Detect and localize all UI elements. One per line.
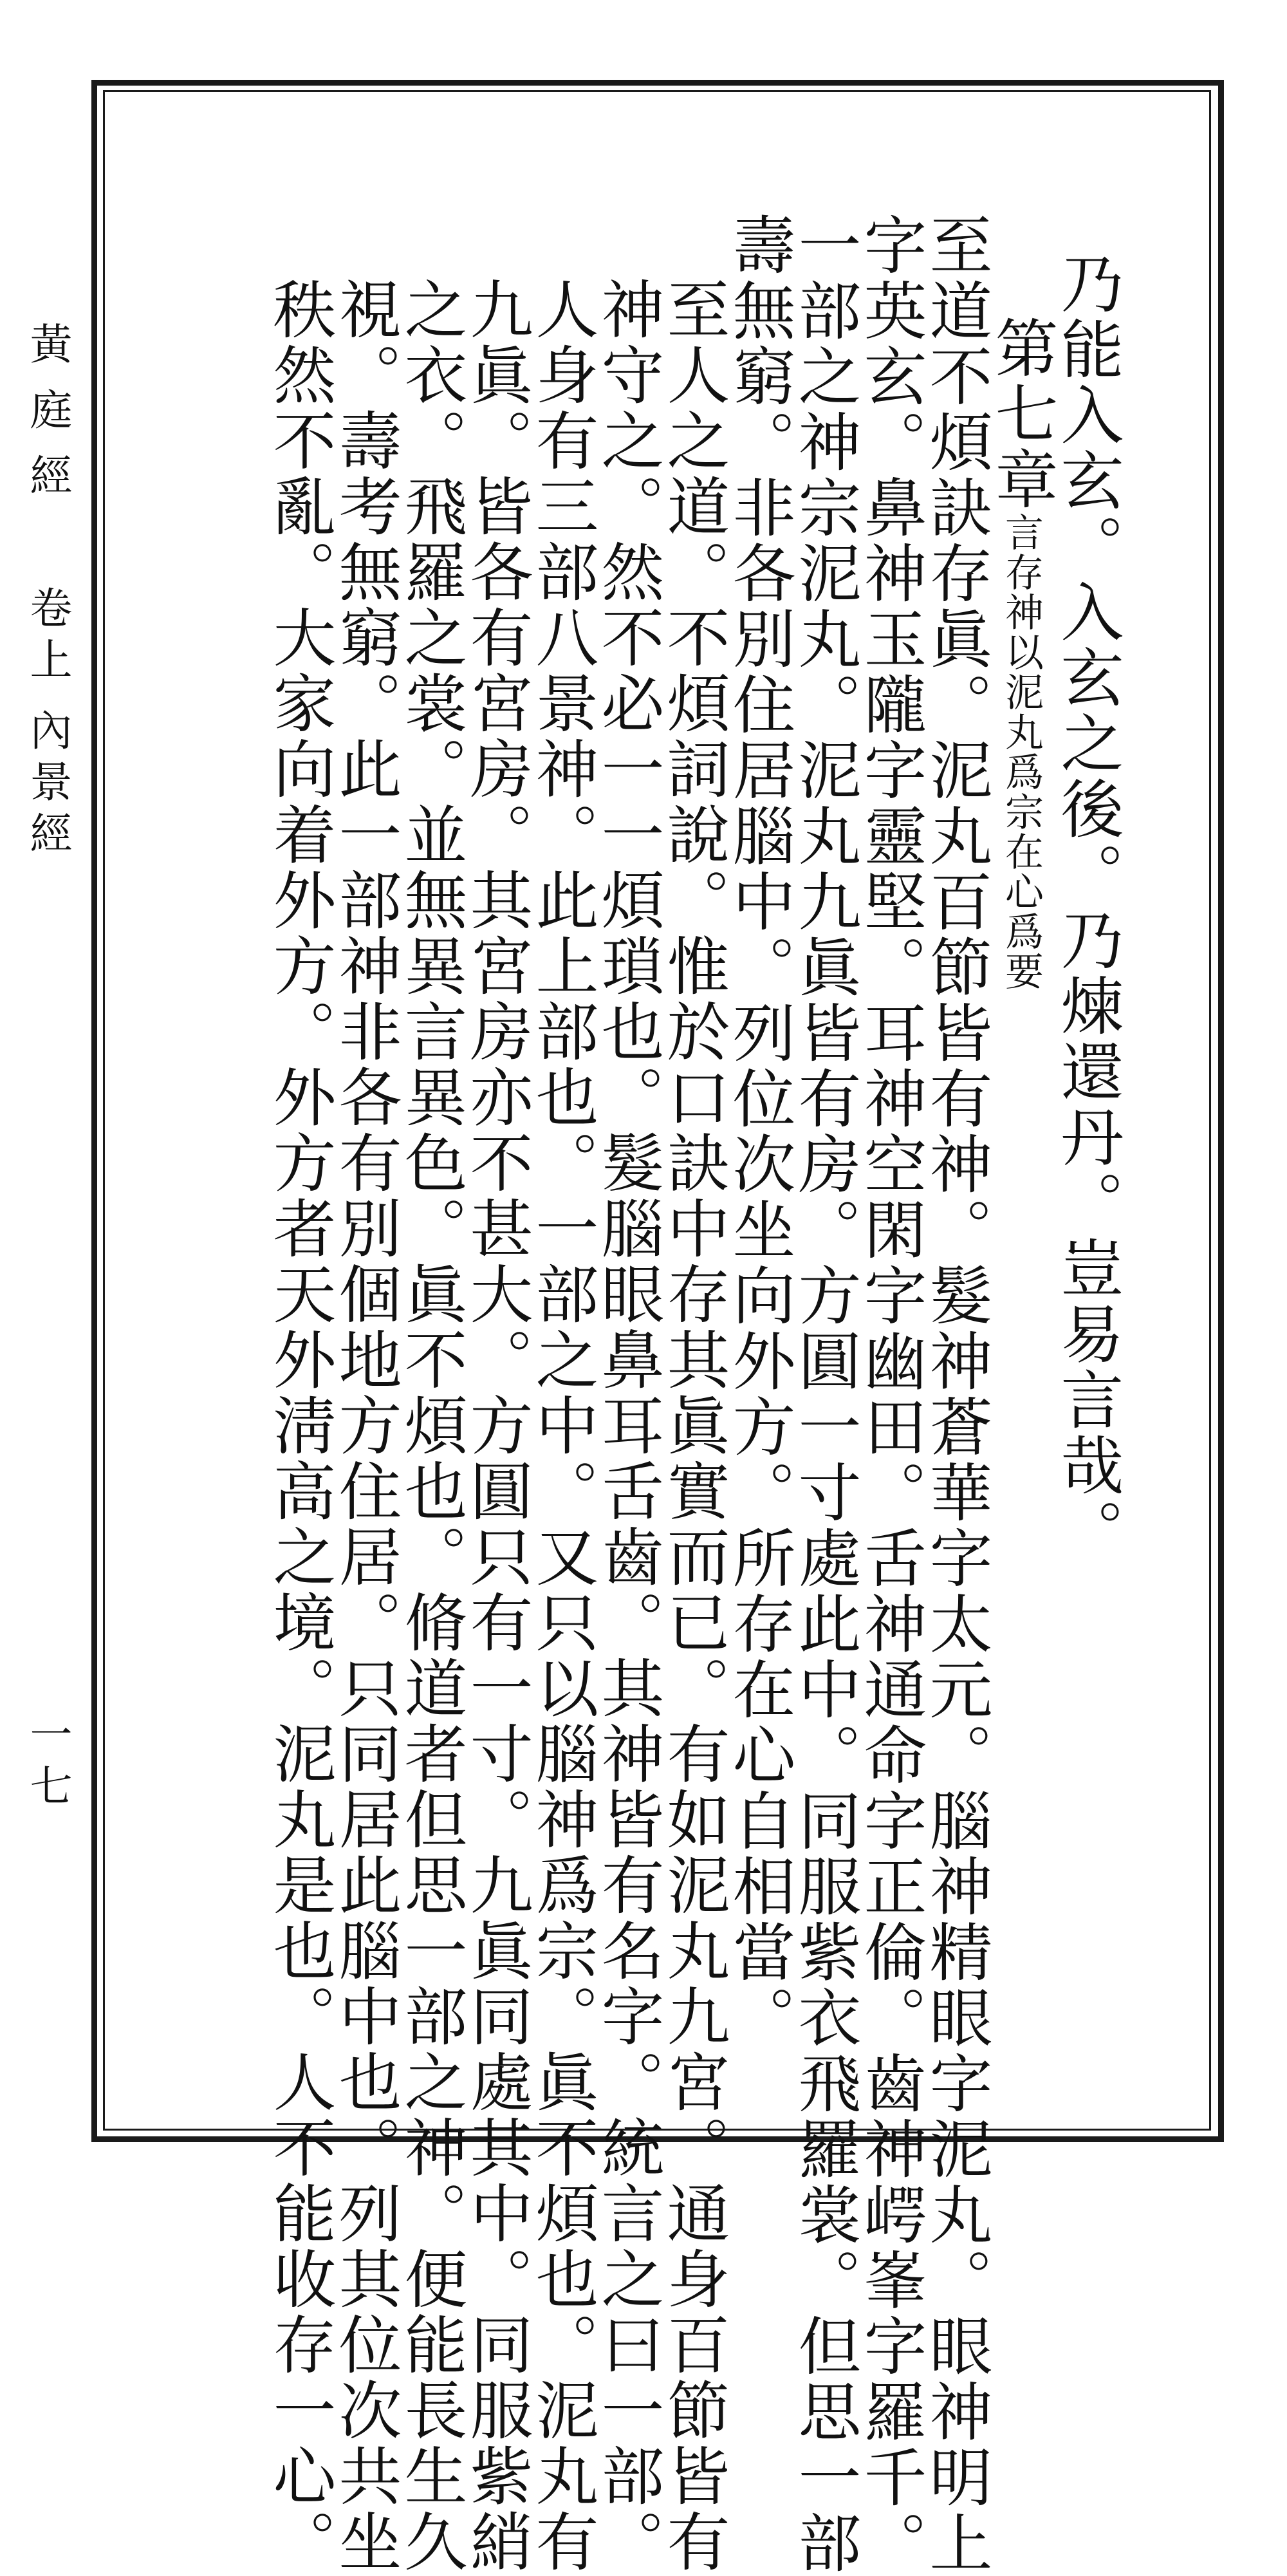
margin-book-title: 黃庭經: [23, 322, 72, 519]
text-column-12: 視。壽考無窮。此一部神非各有別個地方住居。只同居此腦中也。列其位次共坐: [328, 277, 402, 2575]
text-column-11: 之衣。飛羅之裳。並無異言異色。眞不煩也。脩道者但思一部之神。便能長生久: [394, 277, 467, 2575]
text-column-7: 至人之道。不煩詞說。惟於口訣中存其眞實而已。有如泥丸九宮。通身百節皆有: [656, 277, 730, 2575]
text-column-6: 壽無窮。非各別住居腦中。列位次坐向外方。所存在心自相當。: [722, 212, 795, 2051]
text-column-1: 乃能入玄。入玄之後。乃煉還丹。豈易言哉。: [1050, 251, 1124, 1564]
page-number: 一七: [23, 1712, 72, 1815]
margin-section: 內景經: [23, 708, 72, 863]
chapter-heading: [985, 315, 1058, 991]
text-column-9: 人身有三部八景神。此上部也。一部之中。又只以腦神爲宗。眞不煩也。泥丸有: [525, 277, 598, 2575]
text-column-4: 字英玄。鼻神玉隴字靈堅。耳神空閑字幽田。舌神通命字正倫。齒神崿峯字羅千。: [853, 212, 927, 2576]
text-column-8: 神守之。然不必一一煩瑣也。髮腦眼鼻耳舌齒。其神皆有名字。統言之曰一部。: [591, 277, 664, 2575]
text-column-13: 秩然不亂。大家向着外方。外方者天外淸高之境。泥丸是也。人不能收存一心。: [263, 277, 336, 2575]
text-column-3: 至道不煩訣存眞。泥丸百節皆有神。髮神蒼華字太元。腦神精眼字泥丸。眼神明上: [919, 212, 992, 2576]
margin-volume: 卷上: [23, 586, 72, 689]
chapter-note: 言存神以泥丸爲宗在心爲要: [999, 512, 1044, 991]
text-column-10: 九眞。皆各有宮房。其宮房亦不甚大。方圓只有一寸。九眞同處其中。同服紫綃: [459, 277, 533, 2575]
text-column-5: 一部之神宗泥丸。泥丸九眞皆有房。方圓一寸處此中。同服紫衣飛羅裳。但思一部: [788, 212, 861, 2576]
chapter-title: 第七章: [985, 315, 1058, 512]
